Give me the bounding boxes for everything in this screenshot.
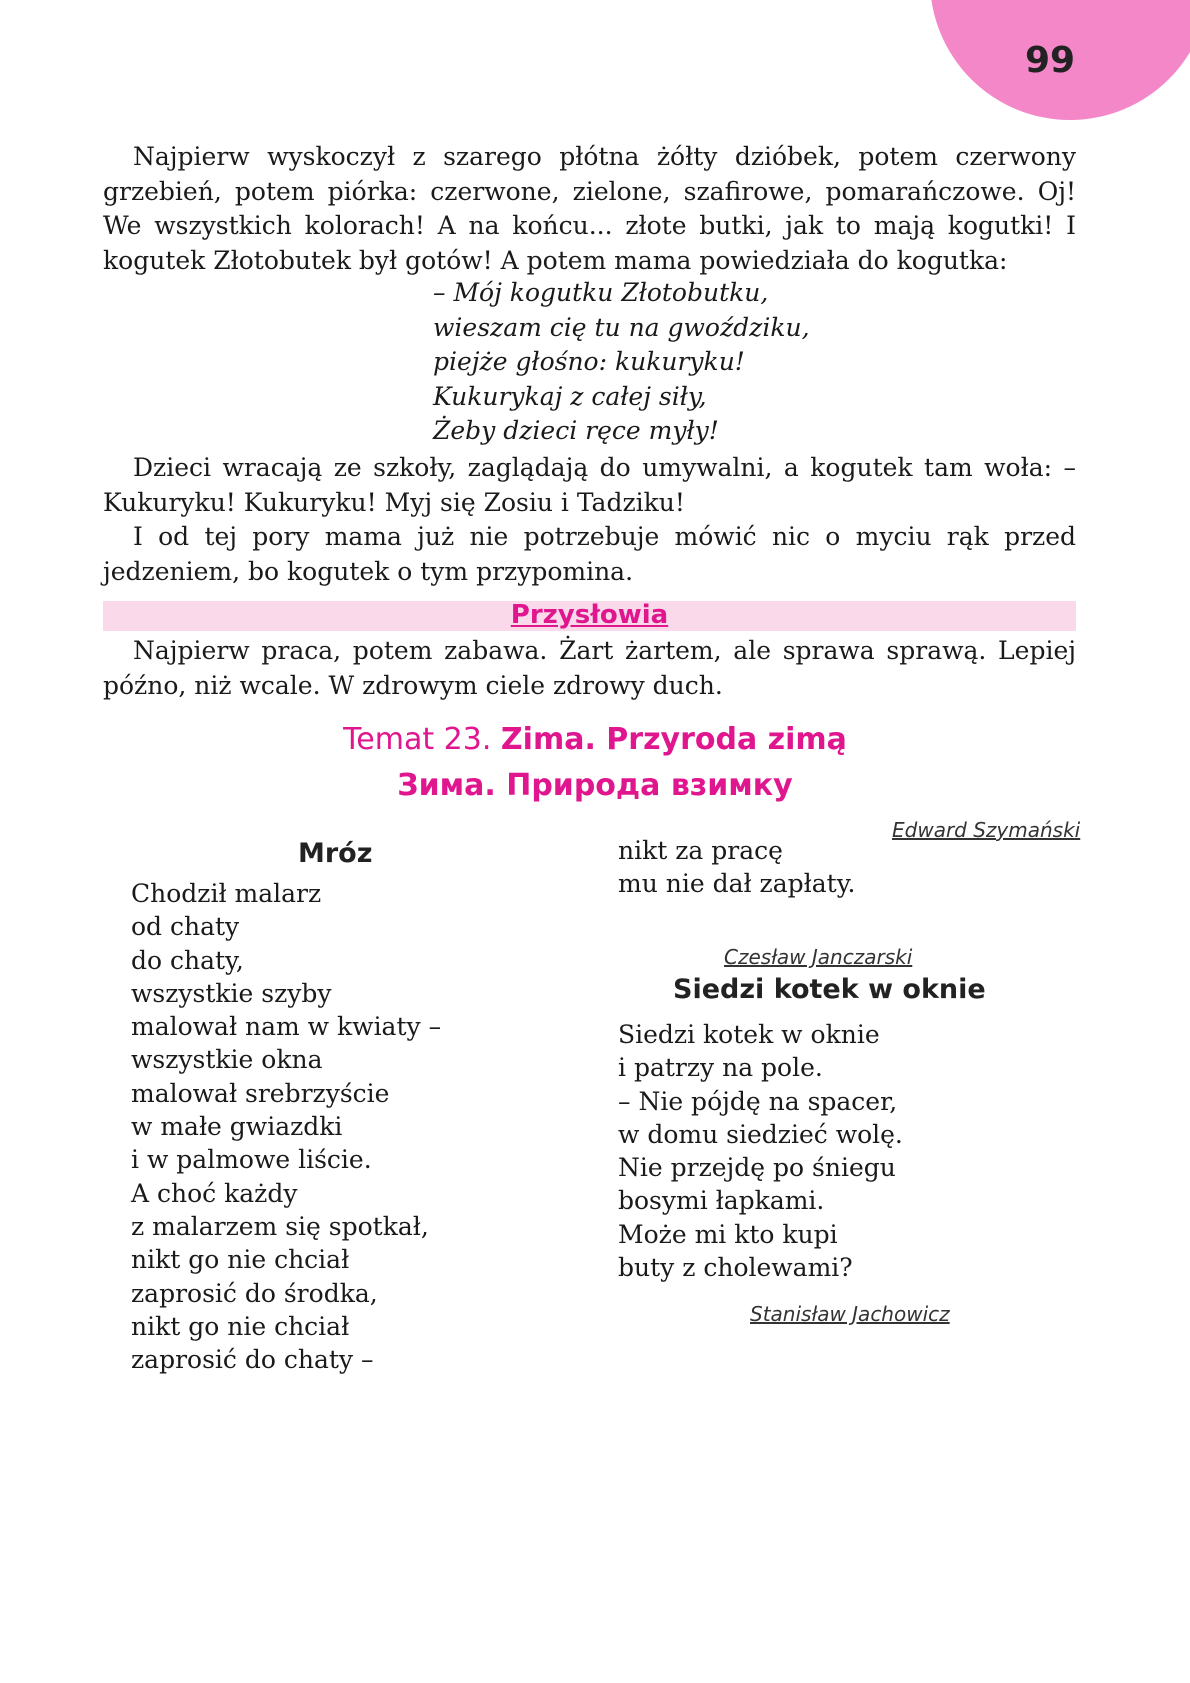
author-mroz: Czesław Janczarski (724, 945, 913, 969)
poem-line: A choć każdy (131, 1178, 298, 1208)
topic-heading-uk (0, 768, 1190, 803)
verse-line: – Mój kogutku Złotobutku, (433, 278, 769, 307)
poem-mroz-continuation (618, 834, 855, 901)
verse-line: piejże głośno: kukuryku! (433, 347, 745, 376)
poem-line: Chodził malarz (131, 879, 322, 908)
poem-mroz (131, 877, 441, 1376)
topic-title-uk: Зима. Природа взимку (397, 768, 793, 803)
poem-line: nikt go nie chciał (131, 1311, 350, 1341)
poem-line: malował srebrzyście (131, 1078, 390, 1108)
poem-line: Może mi kto kupi (618, 1219, 838, 1249)
page-number: 99 (1024, 40, 1076, 81)
poem-line: Nie przejdę po śniegu (618, 1153, 896, 1183)
topic-prefix: Temat 23. (343, 722, 501, 757)
verse-line: Kukurykaj z całej siły, (433, 381, 707, 411)
poem-line: buty z cholewami? (618, 1253, 853, 1283)
poem-line: wszystkie okna (131, 1045, 323, 1075)
poem-title-kotek: Siedzi kotek w oknie (673, 974, 986, 1005)
poem-title-mroz: Mróz (298, 838, 373, 869)
poem-line: wszystkie szyby (131, 978, 332, 1008)
poem-line: mu nie dał zapłaty. (618, 869, 856, 899)
verse-line: wieszam cię tu na gwoździku, (433, 312, 810, 342)
proverbs-title: Przysłowia (510, 600, 669, 630)
poem-line: do chaty, (131, 945, 244, 975)
poem-line: nikt za pracę (618, 836, 783, 865)
story-paragraph-3: I od tej pory mama już nie potrzebuje mówić nic o myciu rąk przed jedzeniem, bo kogutek o tym przypomina. (103, 522, 1076, 586)
topic-title-pl: Zima. Przyroda zimą (500, 722, 847, 757)
poem-line: od chaty (131, 912, 240, 942)
poem-line: bosymi łapkami. (618, 1186, 825, 1216)
poem-line: zaprosić do środka, (131, 1278, 378, 1308)
poem-line: – Nie pójdę na spacer, (618, 1086, 898, 1116)
poem-line: zaprosić do chaty – (131, 1345, 374, 1375)
poem-kotek (618, 1018, 903, 1284)
proverbs-text: Najpierw praca, potem zabawa. Żart żartem, ale sprawa sprawą. Lepiej późno, niż wcale. W zdrowym ciele zdrowy duch. (103, 636, 1076, 700)
story-paragraph-2: Dzieci wracają ze szkoły, zaglądają do umywalni, a kogutek tam woła: – Kukuryku! Kukuryku! Myj się Zosiu i Tadziku! (103, 453, 1076, 517)
poem-line: Siedzi kotek w oknie (618, 1020, 880, 1049)
poem-line: w domu siedzieć wolę. (618, 1119, 903, 1149)
topic-heading (0, 722, 1190, 757)
poem-line: i patrzy na pole. (618, 1053, 823, 1083)
previous-author: Edward Szymański (892, 818, 1081, 842)
poem-line: nikt go nie chciał (131, 1245, 350, 1275)
poem-line: i w palmowe liście. (131, 1145, 372, 1175)
story-verse (433, 276, 810, 449)
story-paragraph-1: Najpierw wyskoczył z szarego płótna żółty dzióbek, potem czerwony grzebień, potem piórka: czerwone, zielone, szafirowe, pomarańczowe. Oj! We wszystkich kolorach! A na końcu... złote butki, jak to mają kogutki! I kogutek Złotobutek był gotów! A potem mama powiedziała do kogutka: (103, 142, 1076, 275)
poem-line: malował nam w kwiaty – (131, 1012, 442, 1042)
author-kotek: Stanisław Jachowicz (750, 1302, 950, 1326)
verse-line: Żeby dzieci ręce myły! (433, 416, 719, 445)
poem-line: w małe gwiazdki (131, 1112, 343, 1142)
poem-line: z malarzem się spotkał, (131, 1211, 429, 1241)
